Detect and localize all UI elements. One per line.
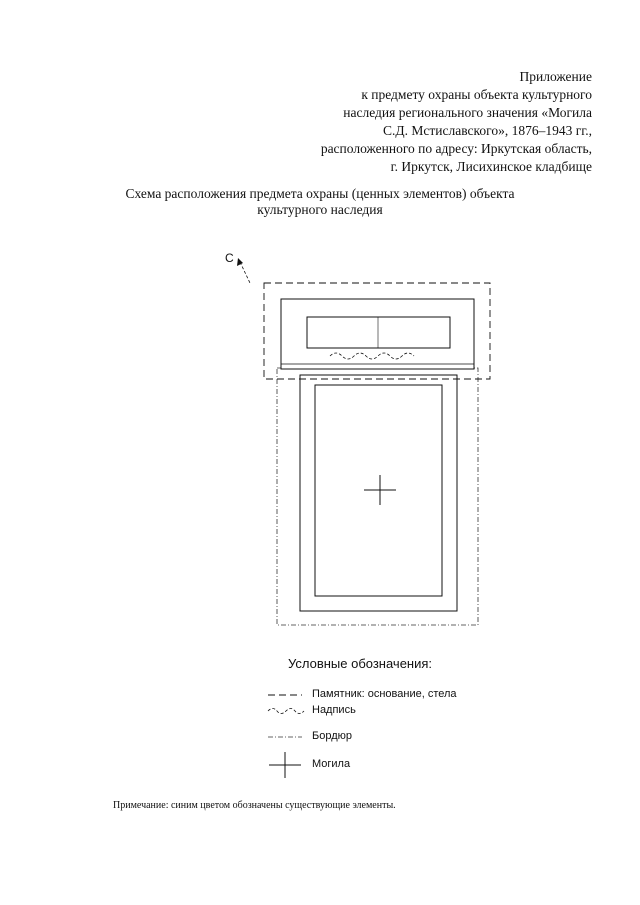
grave-frame-outer [300,375,457,611]
legend-title: Условные обозначения: [287,656,433,671]
legend-label-curb: Бордюр [312,730,352,742]
scheme-title-line1: Схема расположения предмета охраны (ценных элементов) объекта [125,186,515,201]
header-line: Приложение [519,69,592,84]
legend-label-grave: Могила [312,758,351,770]
legend-wavy-symbol [268,709,304,714]
header-line: расположенного по адресу: Иркутская область, [320,141,592,156]
north-arrow-head [237,258,243,266]
header-line: наследия регионального значения «Могила [343,105,592,120]
header-line: г. Иркутск, Лисихинское кладбище [390,159,592,174]
footnote: Примечание: синим цветом обозначены существующие элементы. [113,800,396,811]
header-line: к предмету охраны объекта культурного [361,87,592,102]
legend-label-inscription: Надпись [312,704,356,716]
header-line: С.Д. Мстиславского», 1876–1943 гг., [383,123,592,138]
scheme-title-line2: культурного наследия [257,202,383,217]
north-arrow-line [240,262,250,283]
north-label: С [225,251,234,265]
legend-label-monument: Памятник: основание, стела [312,688,457,700]
monument-base [281,299,474,369]
border-curb [277,368,478,625]
